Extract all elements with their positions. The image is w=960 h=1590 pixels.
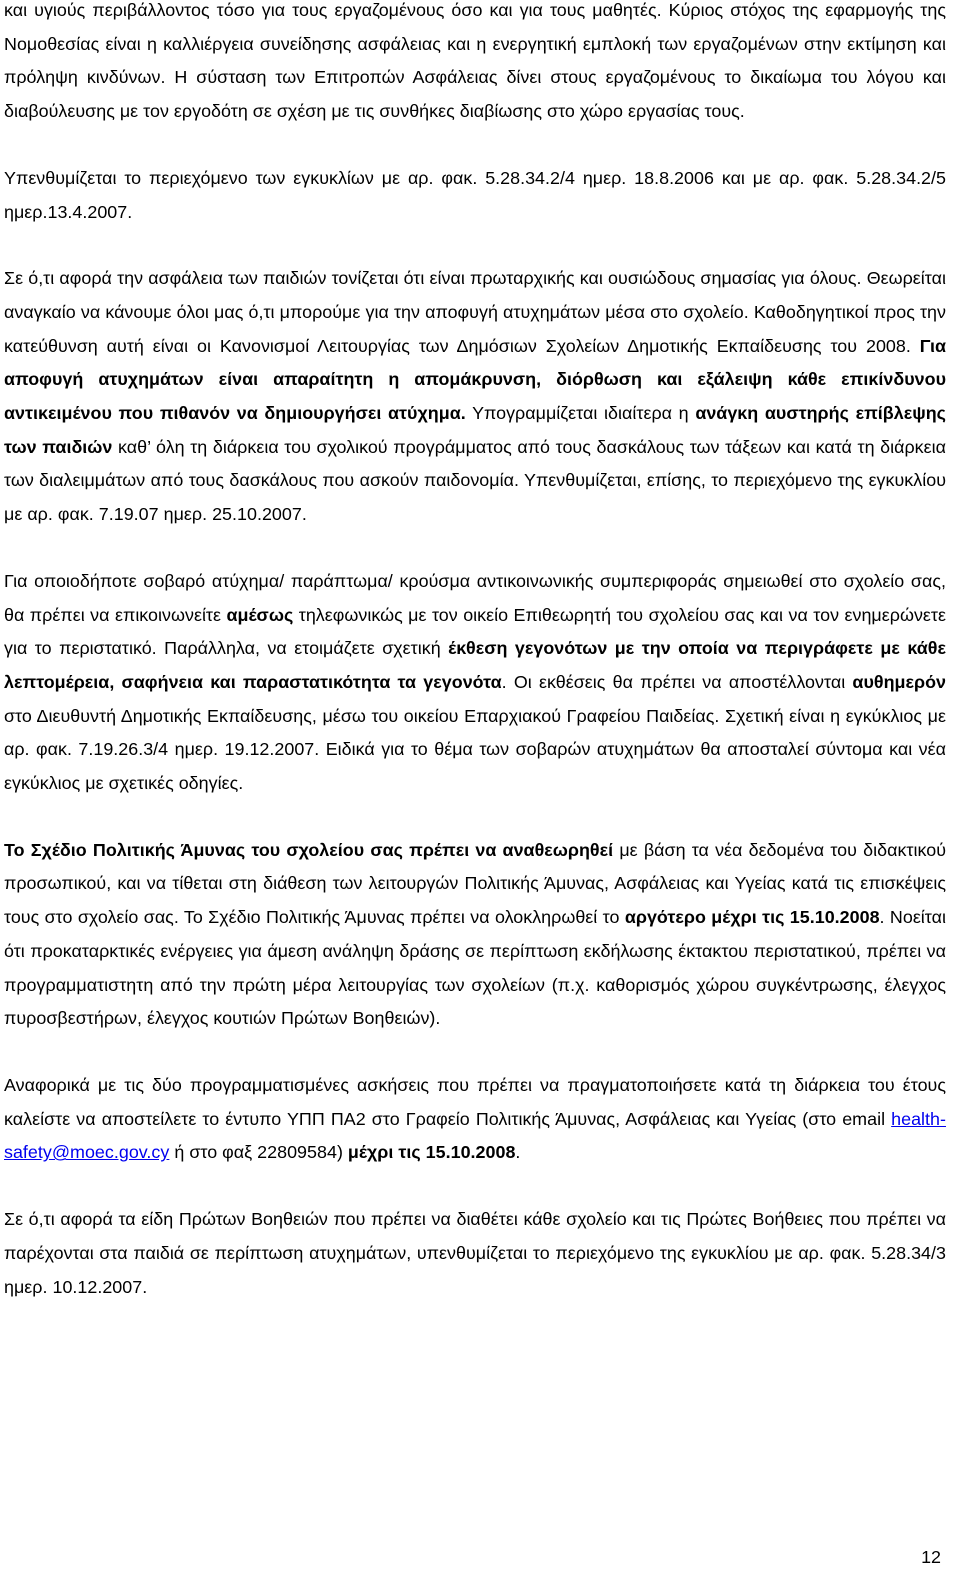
bold-text: αμέσως	[226, 604, 294, 625]
paragraph-text: Υπογραμμίζεται ιδιαίτερα η	[472, 403, 689, 424]
paragraph-child-safety	[4, 262, 946, 532]
paragraph-civil-defence-plan	[4, 834, 946, 1036]
email-link[interactable]: health-safety@moec.gov.cy	[4, 1108, 946, 1163]
bold-text: αυθημερόν	[852, 671, 946, 692]
paragraph-text: . Νοείται ότι προκαταρκτικές ενέργειες για άμεση ανάληψη δράσης σε περίπτωση εκδήλωσης έκτακτου περιστατικού, πρέπει να προγραμματιστητη από την πρώτη μέρα λειτουργίας των σχολείων (π.χ. καθορισμός χώρου συγκέντρωσης, έλεγχος πυροσβεστήρων, έλεγχος κουτιών Πρώτων Βοηθειών).	[4, 907, 946, 1029]
bold-text: αργότερο μέχρι τις 15.10.2008	[624, 907, 880, 928]
paragraph-text: καθ’ όλη τη διάρκεια του σχολικού προγράμματος από τους δασκάλους των τάξεων και κατά τη διάρκεια των διαλειμμάτων από τους δασκάλους που ασκούν παιδονομία. Υπενθυμίζεται, επίσης, το περιεχόμενο της εγκυκλίου με αρ. φακ. 7.19.07 ημερ. 25.10.2007.	[4, 436, 946, 525]
bold-text: ανάγκη αυστηρής επίβλεψης των παιδιών	[4, 403, 946, 457]
paragraph-serious-accidents	[4, 565, 946, 801]
paragraph-text: Σε ό,τι αφορά τα είδη Πρώτων Βοηθειών που πρέπει να διαθέτει κάθε σχολείο και τις Πρώτες Βοήθειες που πρέπει να παρέχονται στα παιδιά σε περίπτωση ατυχημάτων, υπενθυμίζεται το περιεχόμενο της εγκυκλίου με αρ. φακ. 5.28.34/3 ημερ. 10.12.2007.	[4, 1209, 946, 1297]
paragraph-text: με βάση τα νέα δεδομένα του διδακτικού προσωπικού, και να τίθεται στη διάθεση των λειτουργών Πολιτικής Άμυνας, Ασφάλειας και Υγείας κατά τις επισκέψεις τους στο σχολείο σας. Το Σχέδιο Πολιτικής Άμυνας πρέπει να ολοκληρωθεί το	[4, 839, 947, 928]
paragraph-circular-reminder	[4, 162, 946, 229]
paragraph-safety-committees	[4, 0, 946, 129]
paragraph-text: ή στο φαξ 22809584)	[174, 1142, 343, 1163]
paragraph-text: .	[515, 1142, 521, 1163]
bold-text: Για αποφυγή ατυχημάτων είναι απαραίτητη η απομάκρυνση, διόρθωση και εξάλειψη κάθε επικίνδυνου αντικειμένου που πιθανόν να δημιουργήσει ατύχημα.	[4, 335, 946, 424]
paragraph-first-aid	[4, 1203, 946, 1304]
paragraph-text: και υγιούς περιβάλλοντος τόσο για τους εργαζομένους όσο και για τους μαθητές. Κύριος στόχος της εφαρμογής της Νομοθεσίας είναι η καλλιέργεια συνείδησης ασφάλειας και η ενεργητική εμπλοκή των εργαζομένων στην εκτίμηση και πρόληψη κινδύνων. Η σύσταση των Επιτροπών Ασφάλειας δίνει στους εργαζομένους το δικαίωμα του λόγου και διαβούλευσης με τον εργοδότη σε σχέση με τις συνθήκες διαβίωσης στο χώρο εργασίας τους.	[4, 0, 946, 122]
paragraph-text: τηλεφωνικώς με τον οικείο Επιθεωρητή του σχολείου σας και να τον ενημερώνετε για το περιστατικό. Παράλληλα, να ετοιμάζετε σχετική	[4, 604, 946, 659]
bold-text: έκθεση γεγονότων με την οποία να περιγράφετε με κάθε λεπτομέρεια, σαφήνεια και παραστατικότητα τα γεγονότα	[4, 638, 946, 692]
document-page	[4, 0, 946, 1304]
paragraph-text: στο Διευθυντή Δημοτικής Εκπαίδευσης, μέσω του οικείου Επαρχιακού Γραφείου Παιδείας. Σχετική είναι η εγκύκλιος με αρ. φακ. 7.19.26.3/4 ημερ. 19.12.2007. Ειδικά για το θέμα των σοβαρών ατυχημάτων θα αποσταλεί σύντομα και νέα εγκύκλιος με σχετικές οδηγίες.	[4, 705, 946, 794]
bold-text: μέχρι τις 15.10.2008	[347, 1142, 516, 1163]
paragraph-text: . Οι εκθέσεις θα πρέπει να αποστέλλονται	[501, 671, 846, 692]
paragraph-text: Υπενθυμίζεται το περιεχόμενο των εγκυκλίων με αρ. φακ. 5.28.34.2/4 ημερ. 18.8.2006 και με αρ. φακ. 5.28.34.2/5 ημερ.13.4.2007.	[4, 167, 946, 222]
page-number: 12	[921, 1547, 941, 1567]
paragraph-exercises	[4, 1069, 946, 1170]
paragraph-text: Για οποιοδήποτε σοβαρό ατύχημα/ παράπτωμα/ κρούσμα αντικοινωνικής συμπεριφοράς σημειωθεί στο σχολείο σας, θα πρέπει να επικοινωνείτε	[4, 570, 946, 625]
bold-text: Το Σχέδιο Πολιτικής Άμυνας του σχολείου σας πρέπει να αναθεωρηθεί	[4, 839, 614, 860]
paragraph-text: Σε ό,τι αφορά την ασφάλεια των παιδιών τονίζεται ότι είναι πρωταρχικής και ουσιώδους σημασίας για όλους. Θεωρείται αναγκαίο να κάνουμε όλοι μας ό,τι μπορούμε για την αποφυγή ατυχημάτων μέσα στο σχολείο. Καθοδηγητικοί προς την κατεύθυνση αυτή είναι οι Κανονισμοί Λειτουργίας των Δημόσιων Σχολείων Δημοτικής Εκπαίδευσης του 2008.	[4, 268, 946, 356]
paragraph-text: Αναφορικά με τις δύο προγραμματισμένες ασκήσεις που πρέπει να πραγματοποιήσετε κατά τη διάρκεια του έτους καλείστε να αποστείλετε το έντυπο ΥΠΠ ΠΑ2 στο Γραφείο Πολιτικής Άμυνας, Ασφάλειας και Υγείας (στο email	[4, 1074, 946, 1129]
